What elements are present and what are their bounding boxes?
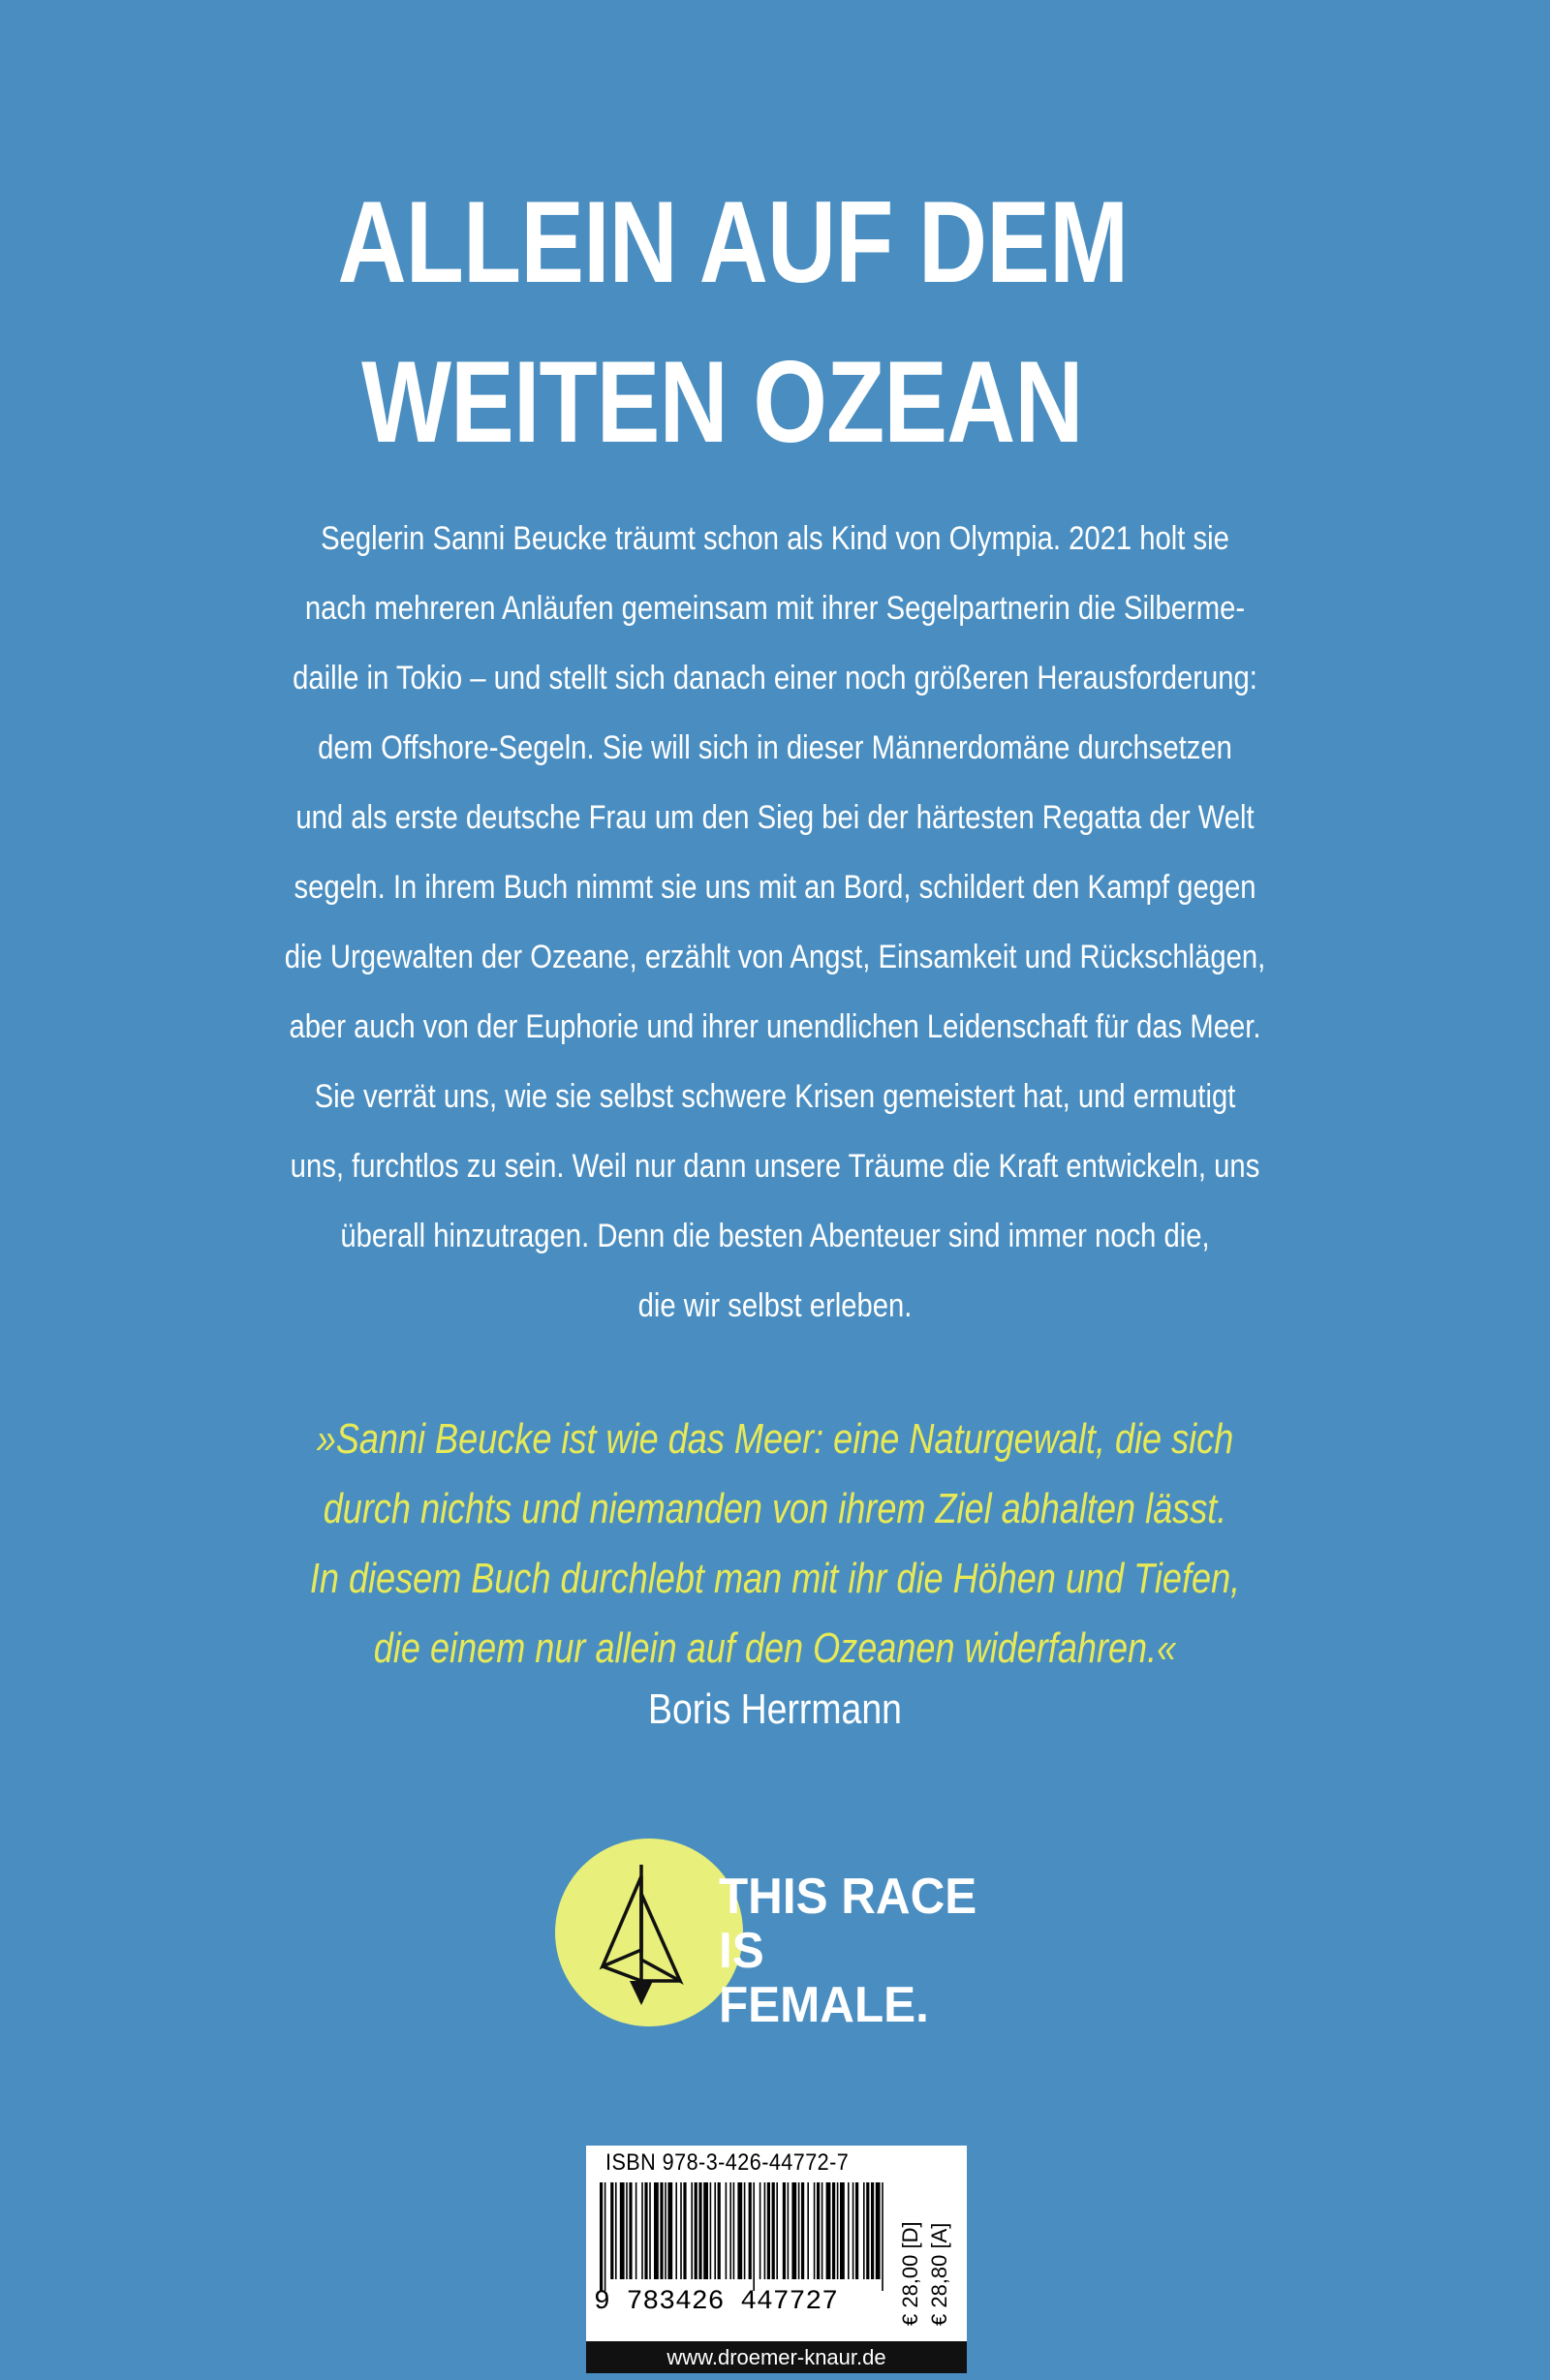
blurb-line: aber auch von der Euphorie und ihrer unendlichen Leidenschaft für das Meer. bbox=[289, 1008, 1261, 1045]
blurb-line: nach mehreren Anläufen gemeinsam mit ihrer Segelpartnerin die Silberme- bbox=[304, 590, 1246, 627]
blurb-line: Seglerin Sanni Beucke träumt schon als Kind von Olympia. 2021 holt sie bbox=[321, 520, 1229, 557]
blurb-line: daille in Tokio – und stellt sich danach einer noch größeren Herausforderung: bbox=[293, 660, 1257, 696]
quote-line: durch nichts und niemanden von ihrem Ziel abhalten lässt. bbox=[323, 1485, 1227, 1532]
barcode-graphic bbox=[598, 2182, 888, 2291]
blurb-line: Sie verrät uns, wie sie selbst schwere Krisen gemeistert hat, und ermutigt bbox=[314, 1078, 1236, 1115]
sailboat-icon bbox=[552, 1836, 746, 2029]
blurb-text bbox=[194, 504, 1356, 1341]
blurb-line: und als erste deutsche Frau um den Sieg bei der härtesten Regatta der Welt bbox=[295, 799, 1255, 836]
logo-text bbox=[719, 1870, 976, 2032]
blurb-line: segeln. In ihrem Buch nimmt sie uns mit an Bord, schildert den Kampf gegen bbox=[294, 869, 1256, 906]
quote-author: Boris Herrmann bbox=[648, 1685, 902, 1733]
blurb-line: die Urgewalten der Ozeane, erzählt von Angst, Einsamkeit und Rückschlägen, bbox=[284, 939, 1266, 975]
isbn-label: ISBN 978-3-426-44772-7 bbox=[605, 2149, 850, 2176]
blurb-line: uns, furchtlos zu sein. Weil nur dann unsere Träume die Kraft entwickeln, uns bbox=[290, 1148, 1260, 1185]
price-germany: € 28,00 [D] bbox=[898, 2221, 922, 2326]
price-austria: € 28,80 [A] bbox=[927, 2222, 951, 2326]
headline-line-2: WEITEN OZEAN bbox=[361, 337, 1083, 467]
quote-line: die einem nur allein auf den Ozeanen widerfahren.« bbox=[373, 1624, 1177, 1672]
quote-line: In diesem Buch durchlebt man mit ihr die Höhen und Tiefen, bbox=[309, 1555, 1241, 1602]
blurb-line: überall hinzutragen. Denn die besten Abenteuer sind immer noch die, bbox=[340, 1218, 1210, 1254]
barcode-box bbox=[586, 2146, 967, 2373]
publisher-url: www.droemer-knaur.de bbox=[586, 2341, 967, 2373]
logo-text-line: FEMALE. bbox=[719, 1977, 929, 2033]
logo-text-line: THIS RACE bbox=[719, 1869, 977, 1925]
blurb-line: dem Offshore-Segeln. Sie will sich in dieser Männerdomäne durchsetzen bbox=[318, 729, 1232, 766]
quote-line: »Sanni Beucke ist wie das Meer: eine Naturgewalt, die sich bbox=[316, 1415, 1234, 1463]
logo-text-line: IS bbox=[719, 1923, 764, 1979]
blurb-line: die wir selbst erleben. bbox=[637, 1287, 913, 1324]
headline-line-1: ALLEIN AUF DEM bbox=[337, 177, 1129, 307]
endorsement-quote bbox=[145, 1405, 1405, 1684]
barcode-digits: 9 783426 447727 bbox=[594, 2287, 839, 2317]
